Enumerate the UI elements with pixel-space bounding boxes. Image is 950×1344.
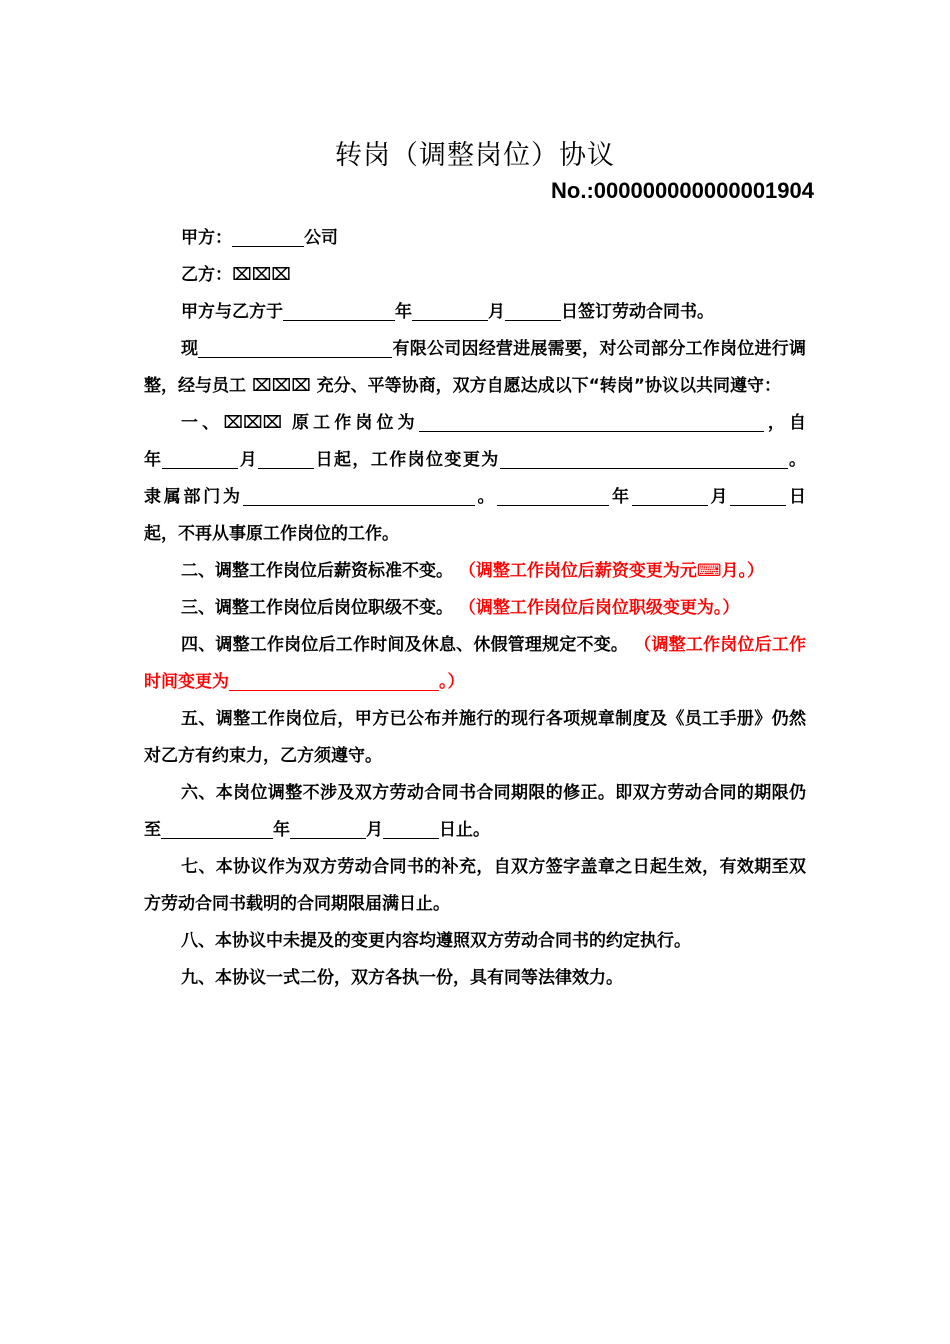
sign-tail: 日签订劳动合同书。 (561, 302, 714, 322)
clause4-text: 四、调整工作岗位后工作时间及休息、休假管理规定不变。 (181, 635, 629, 655)
clause-2 (144, 553, 806, 590)
clause1-a: 一、⌧⌧⌧ 原工作岗位为 (181, 413, 419, 433)
blank-sign-month (412, 300, 488, 321)
blank-sign-year (283, 300, 395, 321)
sign-pre: 甲方与乙方于 (181, 302, 283, 322)
blank-new-post (500, 448, 788, 469)
party-a-line (144, 220, 806, 257)
blank-company (232, 226, 304, 247)
intro-pre: 现 (181, 339, 199, 359)
clause2-red-note: （调整工作岗位后薪资变更为元⌨月。） (458, 561, 764, 581)
clause6-tail: 日止。 (439, 820, 490, 840)
clause6-pre: 六、本岗位调整不涉及双方劳动合同书合同期限的修正。即双方劳动合同的期限仍至 (144, 783, 806, 840)
clause-9: 九、本协议一式二份，双方各执一份，具有同等法律效力。 (181, 968, 623, 988)
clause1-f: 。 (787, 450, 807, 470)
blank-company-name (198, 337, 392, 358)
blank-new-worktime (229, 670, 439, 691)
document-title: 转岗（调整岗位）协议 (335, 140, 615, 171)
clause6-month-label: 月 (366, 820, 383, 840)
clause1-c: 年 (144, 450, 163, 470)
clause2-text: 二、调整工作岗位后薪资标准不变。 (181, 561, 453, 581)
blank-stop-month (632, 485, 708, 506)
document-body (144, 220, 806, 997)
clause1-g: 隶属部门为 (144, 487, 243, 507)
intro-post: 有限公司因经营进展需要，对公司部分工作岗位进行调整，经与员工 ⌧⌧⌧ 充分、平等协商，双方自愿达成以下“转岗”协议以共同遵守： (144, 339, 807, 396)
blank-term-month (290, 818, 366, 839)
blank-stop-year (497, 485, 609, 506)
clause1-i: 年 (609, 487, 632, 507)
clause1-d: 月 (238, 450, 259, 470)
blank-department (243, 485, 475, 506)
blank-change-month (258, 448, 314, 469)
sign-date-line (144, 294, 806, 331)
clause1-b: ，自 (763, 413, 806, 433)
clause-7: 七、本协议作为双方劳动合同书的补充，自双方签字盖章之日起生效，有效期至双方劳动合同书载明的合同期限届满日止。 (144, 857, 806, 914)
clause6-year-label: 年 (273, 820, 290, 840)
clause-1-end: 起，不再从事原工作岗位的工作。 (144, 524, 399, 544)
blank-sign-day (505, 300, 561, 321)
clause3-text: 三、调整工作岗位后岗位职级不变。 (181, 598, 453, 618)
clause-4 (144, 627, 806, 701)
clause-6 (144, 775, 806, 849)
party-b-name: ⌧⌧⌧ (232, 265, 291, 285)
blank-original-post (419, 411, 764, 432)
clause1-j: 月 (707, 487, 731, 507)
party-b-label: 乙方： (181, 265, 232, 285)
intro-paragraph (144, 331, 806, 405)
clause3-red-post: 。） (713, 598, 740, 618)
clause-5: 五、调整工作岗位后，甲方已公布并施行的现行各项规章制度及《员工手册》仍然对乙方有约束力，乙方须遵守。 (144, 709, 806, 766)
clause1-k: 日 (786, 487, 806, 507)
document-number: No.:000000000000001904 (551, 178, 815, 203)
clause4-red-pre: （调整工作岗位后工作时间变更为 (144, 635, 807, 692)
party-a-label: 甲方： (181, 228, 232, 248)
blank-stop-day (730, 485, 786, 506)
clause3-red-note (459, 598, 740, 618)
clause-3 (144, 590, 806, 627)
clause1-h: 。 (474, 487, 498, 507)
clause-8: 八、本协议中未提及的变更内容均遵照双方劳动合同书的约定执行。 (181, 931, 691, 951)
blank-term-year (161, 818, 273, 839)
party-a-suffix: 公司 (304, 228, 338, 248)
sign-year-label: 年 (395, 302, 412, 322)
sign-month-label: 月 (488, 302, 505, 322)
clause1-e: 日起，工作岗位变更为 (314, 450, 500, 470)
clause4-red-post: 。） (439, 672, 465, 692)
clause3-red-pre: （调整工作岗位后岗位职级变更为 (458, 598, 714, 618)
blank-term-day (383, 818, 439, 839)
party-b-line (144, 257, 806, 294)
clause-1 (144, 405, 806, 516)
blank-change-year (162, 448, 238, 469)
